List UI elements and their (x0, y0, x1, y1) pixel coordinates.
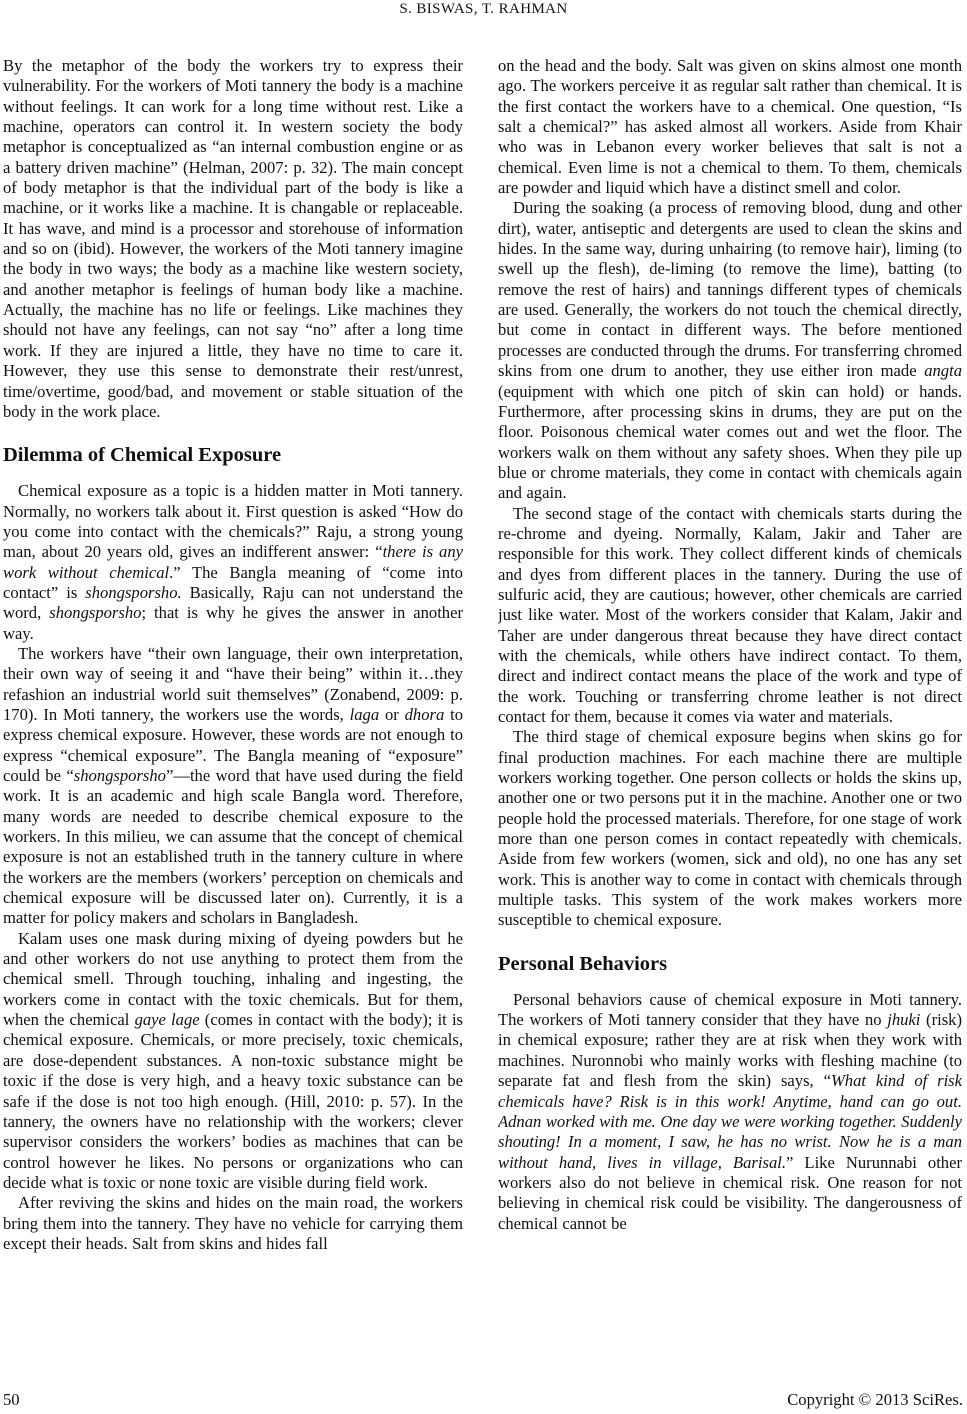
paragraph: The second stage of the contact with chemicals starts during the re-chrome and dyeing. Normally, Kalam, Jakir and Taher are responsible for this work. They collect different kinds of chemicals and dyes from different places in the tannery. During the use of sulfuric acid, they are cautious; however, other chemicals are carried just like water. Most of the workers consider that Kalam, Jakir and Taher are under dangerous threat because they have direct contact with the chemicals, while others have indirect contact. To them, direct and indirect contact means the place of the work and type of the work. Touching or transferring chrome leather is not direct contact for them, because it comes via water and materials. (498, 503, 962, 726)
paragraph: Personal behaviors cause of chemical exposure in Moti tannery. The workers of Moti tannery consider that they have no jhuki (risk) in chemical exposure; rather they are at risk when they work with machines. Nuronnobi who mainly works with fleshing machine (to separate fat and flesh from the skin) says, “What kind of risk chemicals have? Risk is in this work! Anytime, hand can go out. Adnan worked with me. One day we were working together. Suddenly shouting! In a moment, I saw, he has no wrist. Now he is a man without hand, lives in village, Barisal.” Like Nurunnabi other workers also do not believe in chemical risk. One reason for not believing in chemical risk could be visibility. The dangerousness of chemical cannot be (498, 989, 962, 1233)
paragraph: Chemical exposure as a topic is a hidden matter in Moti tannery. Normally, no workers talk about it. First question is asked “How do you come into contact with the chemicals?” Raju, a strong young man, about 20 years old, gives an indifferent answer: “there is any work without chemical.” The Bangla meaning of “come into contact” is shongsporsho. Basically, Raju can not understand the word, shongsporsho; that is why he gives the answer in another way. (3, 481, 463, 643)
paragraph: on the head and the body. Salt was given on skins almost one month ago. The workers perceive it as regular salt rather than chemical. It is the first contact the workers have to a chemical. One question, “Is salt a chemical?” has asked almost all workers. Aside from Khair who was in Lebanon every worker believes that salt is not a chemical. Even lime is not a chemical to them. To them, chemicals are powder and liquid which have a distinct smell and color. (498, 56, 962, 198)
running-head: S. BISWAS, T. RAHMAN (399, 1, 568, 17)
paragraph: The workers have “their own language, their own interpretation, their own way of seeing it and “have their being” within it…they refashion an industrial world suit themselves” (Zonabend, 2009: p. 170). In Moti tannery, the workers use the words, laga or dhora to express chemical exposure. However, these words are not enough to express “chemical exposure”. The Bangla meaning of “exposure” could be “shongsporsho”—the word that have used during the field work. It is an academic and high scale Bangla word. Therefore, many words are needed to describe chemical exposure to the workers. In this milieu, we can assume that the concept of chemical exposure is not an established truth in the tannery culture in where the workers are the members (workers’ perception on chemicals and chemical exposure will be discussed later on). Currently, it is a matter for policy makers and scholars in Bangladesh. (3, 643, 463, 928)
paragraph: The third stage of chemical exposure begins when skins go for final production machines. For each machine there are multiple workers working together. One person collects or holds the skins up, another one or two persons put it in the machine. Another one or two people hold the processed materials. Therefore, for one stage of work more than one person comes in contact repeatedly with chemicals. Aside from few workers (women, sick and old), no one has any set work. This is another way to come in contact with chemicals through multiple tasks. This system of the work makes workers more susceptible to chemical exposure. (498, 727, 962, 930)
paragraph: Kalam uses one mask during mixing of dyeing powders but he and other workers do not use anything to protect them from the chemical smell. Through touching, inhaling and ingesting, the workers come in contact with the toxic chemicals. But for them, when the chemical gaye lage (comes in contact with the body); it is chemical exposure. Chemicals, or more precisely, toxic chemicals, are dose-dependent substances. A non-toxic substance might be toxic if the dose is very high, and a heavy toxic substance can be safe if the dose is not too high enough. (Hill, 2010: p. 57). In the tannery, the owners have no relationship with the workers; clever supervisor considers the workers’ bodies as machines that can be control however he likes. No persons or organizations who can decide what is toxic or none toxic are visible during field work. (3, 928, 463, 1192)
right-column (498, 56, 962, 1356)
page-number: 50 (3, 1390, 20, 1409)
copyright-notice: Copyright © 2013 SciRes. (787, 1390, 963, 1409)
section-heading: Personal Behaviors (498, 952, 668, 975)
section-heading: Dilemma of Chemical Exposure (3, 444, 282, 467)
paragraph: During the soaking (a process of removing blood, dung and other dirt), water, antiseptic and detergents are used to clean the skins and hides. In the same way, during unhairing (to remove hair), liming (to swell up the flesh), de-liming (to remove the lime), batting (to remove the rest of hairs) and tannings different types of chemicals are used. Generally, the workers do not touch the chemical directly, but come in contact in different ways. The before mentioned processes are conducted through the drums. For transferring chromed skins from one drum to another, they use either iron made angta (equipment with which one pitch of skin can hold) or hands. Furthermore, after processing skins in drums, they are put on the floor. Poisonous chemical water comes out and wet the floor. The workers walk on them without any safety shoes. When they pile up blue or chrome materials, they come in contact with chemicals again and again. (498, 198, 962, 503)
page-footer (3, 1390, 963, 1410)
paragraph: By the metaphor of the body the workers try to express their vulnerability. For the workers of Moti tannery the body is a machine without feelings. It can work for a long time without rest. Like a machine, operators can control it. In western society the body metaphor is conceptualized as “an internal combustion engine or as a battery driven machine” (Helman, 2007: p. 32). The main concept of body metaphor is that the individual part of the body is like a machine, or it works like a machine. It is changable or replaceable. It has wave, and mind is a processor and storehouse of information and so on (ibid). However, the workers of the Moti tannery imagine the body in two ways; the body as a machine like western society, and another metaphor is feelings of human body like a machine. Actually, the machine has no life or feelings. Like machines they should not have any feelings, can not say “no” after a long time work. If they are injured a little, they have no time to care it. However, they use this sense to demonstrate their rest/unrest, time/overtime, good/bad, and movement or stable situation of the body in the work place. (3, 56, 463, 421)
paragraph: After reviving the skins and hides on the main road, the workers bring them into the tannery. They have no vehicle for carrying them except their heads. Salt from skins and hides fall (3, 1193, 463, 1253)
left-column (3, 56, 463, 1356)
